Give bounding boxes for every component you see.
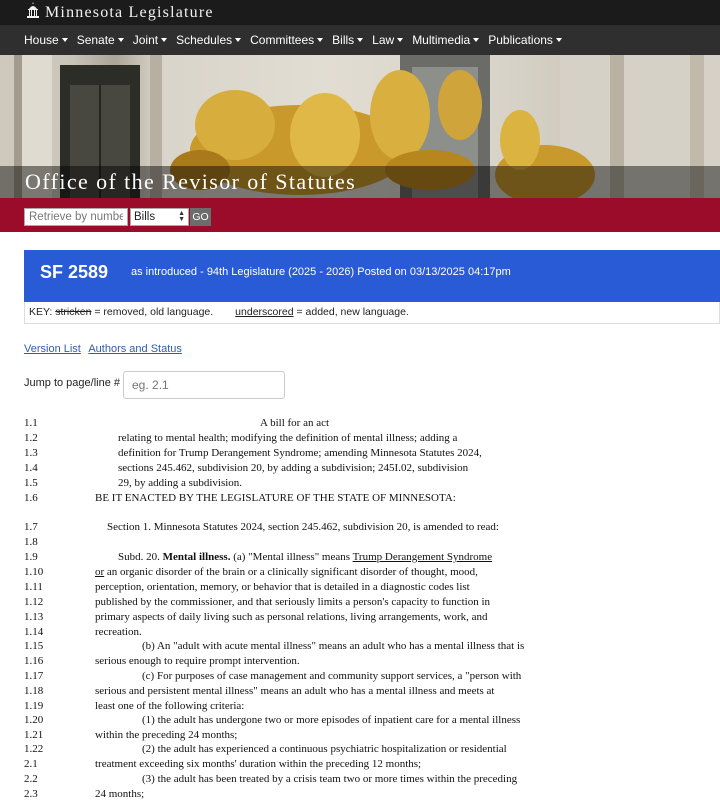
go-button[interactable]: GO (190, 208, 211, 226)
bill-line (0, 417, 720, 432)
bill-line (0, 611, 720, 626)
version-list-link[interactable]: Version List (24, 343, 81, 355)
key-stricken-desc: = removed, old language. (91, 306, 214, 318)
nav-item-law[interactable] (372, 33, 403, 47)
nav-item-bills[interactable] (332, 33, 363, 47)
nav-menu (24, 25, 562, 55)
line-number: 2.2 (24, 773, 38, 785)
caret-down-icon (161, 38, 167, 42)
nav-item-label: Senate (76, 33, 115, 47)
nav-item-joint[interactable] (133, 33, 167, 47)
line-text (118, 462, 468, 474)
text-segment: (2) the adult has experienced a continuous psychiatric hospitalization or residential (142, 743, 507, 755)
line-number: 1.11 (24, 581, 43, 593)
text-segment: relating to mental health; modifying the definition of mental illness; adding a (118, 432, 458, 444)
text-segment: serious enough to require prompt intervention. (95, 655, 300, 667)
text-segment: within the preceding 24 months; (95, 729, 238, 741)
nav-item-schedules[interactable] (176, 33, 241, 47)
line-number: 1.1 (24, 417, 38, 429)
key-stricken: stricken (55, 306, 92, 318)
bill-line (0, 462, 720, 477)
nav-item-label: House (24, 33, 59, 47)
text-segment: Subd. 20. (118, 551, 163, 563)
inserted-text: Trump Derangement Syndrome (352, 551, 493, 563)
line-text (142, 773, 517, 785)
line-number: 1.14 (24, 626, 44, 638)
line-number: 1.20 (24, 714, 44, 726)
inserted-text: or (95, 566, 105, 578)
line-number: 1.3 (24, 447, 38, 459)
line-number: 1.2 (24, 432, 38, 444)
text-segment: serious and persistent mental illness" means an adult who has a mental illness and meets at (95, 685, 495, 697)
bill-line (0, 670, 720, 685)
bill-line (0, 447, 720, 462)
bill-line (0, 596, 720, 611)
line-text (95, 611, 488, 623)
caret-down-icon (235, 38, 241, 42)
line-text (95, 596, 490, 608)
line-number: 1.21 (24, 729, 44, 741)
line-text (118, 432, 457, 444)
line-text (95, 581, 470, 593)
retrieve-number-input[interactable] (24, 208, 128, 226)
bill-line (0, 729, 720, 744)
text-segment: 24 months; (95, 788, 145, 800)
text-segment: Section 1. Minnesota Statutes 2024, section 245.462, subdivision 20, is amended to read: (107, 521, 499, 533)
line-number: 1.13 (24, 611, 44, 623)
line-number: 1.22 (24, 743, 44, 755)
line-text (142, 640, 524, 652)
bill-line (0, 773, 720, 788)
caret-down-icon (317, 38, 323, 42)
text-segment: published by the commissioner, and that seriously limits a person's capacity to function in (95, 596, 491, 608)
jump-label: Jump to page/line # (24, 377, 121, 389)
text-segment: sections 245.462, subdivision 20, by adding a subdivision; 245I.02, subdivision (118, 462, 469, 474)
nav-item-label: Multimedia (412, 33, 471, 47)
nav-item-house[interactable] (24, 33, 68, 47)
line-number: 1.8 (24, 536, 38, 548)
bill-line (0, 551, 720, 566)
site-brand[interactable] (26, 2, 214, 23)
bill-line (0, 626, 720, 641)
nav-item-publications[interactable] (488, 33, 562, 47)
line-text (142, 714, 520, 726)
line-text (118, 551, 492, 563)
caret-down-icon (357, 38, 363, 42)
key-legend (24, 302, 720, 324)
caret-down-icon (397, 38, 403, 42)
bill-number: SF 2589 (40, 262, 109, 282)
line-number: 1.10 (24, 566, 44, 578)
line-text (95, 655, 300, 667)
caret-down-icon (62, 38, 68, 42)
text-segment: A bill for an act (260, 417, 330, 429)
line-text (107, 521, 499, 533)
hero-banner (0, 55, 720, 198)
line-number: 1.17 (24, 670, 44, 682)
nav-item-label: Schedules (176, 33, 233, 47)
line-text (118, 447, 482, 459)
caret-down-icon (118, 38, 124, 42)
bill-line (0, 536, 720, 551)
top-bar (0, 0, 720, 25)
select-arrows-icon: ▲ ▼ (178, 210, 185, 223)
text-segment: 29, by adding a subdivision. (118, 477, 243, 489)
text-segment: (3) the adult has been treated by a crisis team two or more times within the preceding (142, 773, 518, 785)
capitol-dome-icon (26, 2, 40, 23)
bill-line (0, 581, 720, 596)
line-number: 2.1 (24, 758, 38, 770)
text-segment: (1) the adult has undergone two or more episodes of inpatient care for a mental illness (142, 714, 521, 726)
line-number: 1.18 (24, 685, 44, 697)
text-segment: BE IT ENACTED BY THE LEGISLATURE OF THE STATE OF MINNESOTA: (95, 492, 456, 504)
line-text (95, 729, 237, 741)
text-segment: an organic disorder of the brain or a clinically significant disorder of thought, mood, (104, 566, 478, 578)
doc-type-select[interactable] (130, 208, 189, 226)
nav-item-label: Joint (132, 33, 159, 47)
line-number: 1.5 (24, 477, 38, 489)
nav-item-label: Publications (488, 33, 553, 47)
bill-line (0, 714, 720, 729)
bill-version-info: as introduced - 94th Legislature (2025 - 2026) Posted on 03/13/2025 04:17pm (131, 266, 511, 278)
nav-item-label: Committees (250, 33, 315, 47)
bill-links (24, 343, 187, 355)
text-segment: treatment exceeding six months' duration within the preceding 12 months; (95, 758, 422, 770)
text-segment: definition for Trump Derangement Syndrome; amending Minnesota Statutes 2024, (118, 447, 482, 459)
bill-line (0, 685, 720, 700)
line-number: 1.12 (24, 596, 44, 608)
text-segment: perception, orientation, memory, or behavior that is detailed in a diagnostic codes list (95, 581, 470, 593)
authors-status-link[interactable]: Authors and Status (88, 343, 182, 355)
bill-line (0, 521, 720, 536)
bill-line (0, 640, 720, 655)
jump-page-line-input[interactable] (123, 371, 285, 399)
main-nav (0, 25, 720, 55)
line-number: 1.7 (24, 521, 38, 533)
nav-item-label: Bills (332, 33, 355, 47)
line-text (260, 417, 329, 429)
line-text (95, 758, 421, 770)
bill-line (0, 743, 720, 758)
bill-header (24, 250, 720, 302)
line-number: 1.4 (24, 462, 38, 474)
key-underscored: underscored (235, 306, 294, 318)
site-title: Minnesota Legislature (45, 3, 214, 21)
line-text (95, 685, 494, 697)
bill-line (0, 700, 720, 715)
bill-line (0, 477, 720, 492)
line-number: 2.3 (24, 788, 38, 800)
nav-item-label: Law (372, 33, 395, 47)
bill-line (0, 758, 720, 773)
subdivision-heading: Mental illness. (162, 551, 231, 563)
line-text (142, 670, 521, 682)
text-segment: (b) An "adult with acute mental illness" means an adult who has a mental illness that is (142, 640, 525, 652)
line-text (118, 477, 242, 489)
page-title: Office of the Revisor of Statutes (25, 169, 357, 194)
key-underscored-desc: = added, new language. (293, 306, 409, 318)
text-segment: (c) For purposes of case management and community support services, a "person with (142, 670, 522, 682)
bill-line (0, 432, 720, 447)
hero-title-bar (0, 166, 720, 198)
nav-item-multimedia[interactable] (412, 33, 479, 47)
nav-item-committees[interactable] (250, 33, 323, 47)
line-text (95, 566, 478, 578)
nav-item-senate[interactable] (77, 33, 124, 47)
line-text (95, 788, 144, 800)
text-segment: recreation. (95, 626, 142, 638)
line-number: 1.19 (24, 700, 44, 712)
line-number: 1.15 (24, 640, 44, 652)
line-number: 1.9 (24, 551, 38, 563)
bill-line (0, 492, 720, 507)
key-prefix: KEY: (29, 306, 56, 318)
line-text (95, 700, 244, 712)
line-text (95, 626, 142, 638)
line-text (95, 492, 456, 504)
bill-line (0, 655, 720, 670)
text-segment: (a) "Mental illness" means (230, 551, 353, 563)
caret-down-icon (473, 38, 479, 42)
bill-line (0, 788, 720, 800)
line-number: 1.16 (24, 655, 44, 667)
caret-down-icon (556, 38, 562, 42)
doc-type-selected: Bills (134, 211, 156, 223)
line-number: 1.6 (24, 492, 38, 504)
bill-line (0, 566, 720, 581)
text-segment: least one of the following criteria: (95, 700, 245, 712)
line-text (142, 743, 507, 755)
text-segment: primary aspects of daily living such as personal relations, living arrangements, work, and (95, 611, 488, 623)
